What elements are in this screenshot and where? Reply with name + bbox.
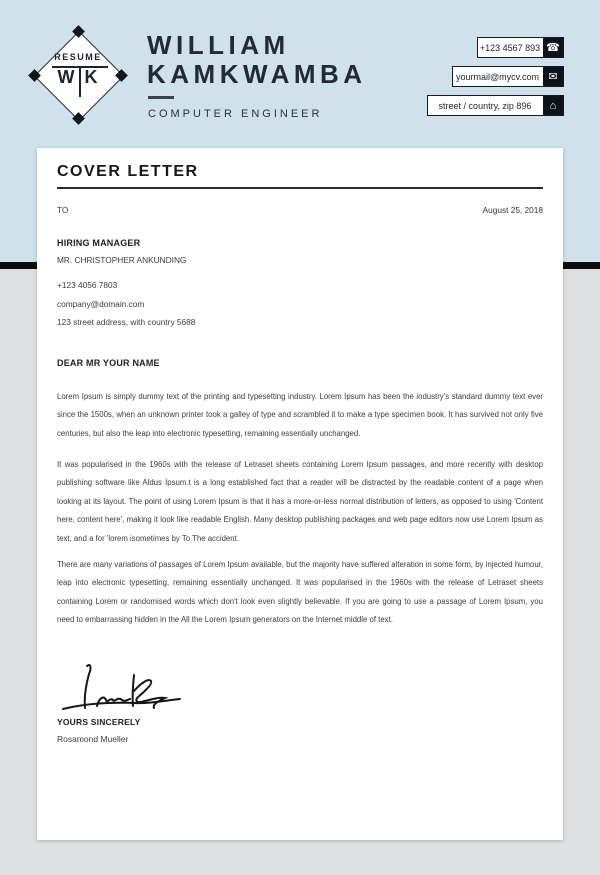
salutation: DEAR MR YOUR NAME — [57, 358, 160, 368]
name-underline — [148, 96, 174, 99]
to-date-row — [57, 205, 543, 215]
logo-initial-right: K — [84, 67, 98, 87]
recipient-phone: +123 4056 7803 — [57, 280, 118, 290]
logo-initial-left: W — [57, 67, 75, 87]
recipient-contact-block — [57, 276, 195, 332]
email-address: yourmail@mycv.com — [456, 71, 539, 82]
logo-badge-word: RESUME — [54, 52, 102, 62]
contact-chip-address — [427, 95, 564, 116]
letter-paper — [37, 148, 563, 840]
paragraph-3: There are many variations of passages of Lorem Ipsum available, but the majority have suffered alteration in some form, by injected humour, leap into electronic typesetting, remaining essentially unchanged. It was popularised in the 1960s with the release of Letraset sheets containing Lorem or randomised words which don't look even slightly believable. If you are going to use a passage of Lorem Ipsum, you need to embarrassing hidden in the All the Lorem Ipsum generators on the Internet middle of text. — [57, 560, 543, 625]
phone-number: +123 4567 893 — [479, 42, 541, 53]
phone-icon: ☎ — [542, 38, 563, 57]
signer-name: Rosamond Mueller — [57, 734, 129, 744]
letter-heading: COVER LETTER — [57, 163, 199, 180]
home-icon: ⌂ — [542, 96, 563, 115]
contact-chip-phone — [477, 37, 564, 58]
contact-chip-email — [452, 66, 564, 87]
letter-date: August 25, 2018 — [482, 205, 543, 215]
recipient-title: HIRING MANAGER — [57, 238, 141, 248]
recipient-name: MR. CHRISTOPHER ANKUNDING — [57, 255, 187, 265]
person-name-line1: WILLIAM — [147, 30, 290, 60]
job-title: COMPUTER ENGINEER — [148, 108, 323, 120]
recipient-address: 123 street address, with country 5688 — [57, 317, 196, 328]
paragraph-2: It was popularised in the 1960s with the release of Letraset sheets containing Lorem Ipsum passages, and more recently with desktop publishing software like Aldus Ipsum.t is a long established fact that a reader will be distracted by the readable content of a page when looking at its layout. The point of using Lorem Ipsum is that it has a more-or-less normal distribution of letters, as opposed to using 'Content here, content here', making it look like readable English. Many desktop publishing packages and web page editors now use Lorem Ipsum as text, and a for 'lorem isometimes by To The accident. — [57, 460, 543, 543]
to-label: TO — [57, 205, 69, 215]
signature-scribble — [53, 651, 188, 713]
closing-line: YOURS SINCERELY — [57, 717, 141, 727]
heading-rule — [57, 187, 543, 189]
person-name — [147, 31, 367, 89]
street-address: street / country, zip 896 — [438, 100, 532, 111]
recipient-email: company@domain.com — [57, 298, 145, 309]
envelope-icon: ✉ — [542, 67, 563, 86]
person-name-line2: KAMKWAMBA — [147, 59, 367, 89]
paragraph-1: Lorem Ipsum is simply dummy text of the printing and typesetting industry. Lorem Ipsum has been the industry's standard dummy text ever since the 1500s, when an unknown printer took a galley of type and scrambled it to make a type specimen book. It has survived not only five centuries, but also the leap into electronic typesetting, remaining essentially unchanged. — [57, 392, 543, 438]
